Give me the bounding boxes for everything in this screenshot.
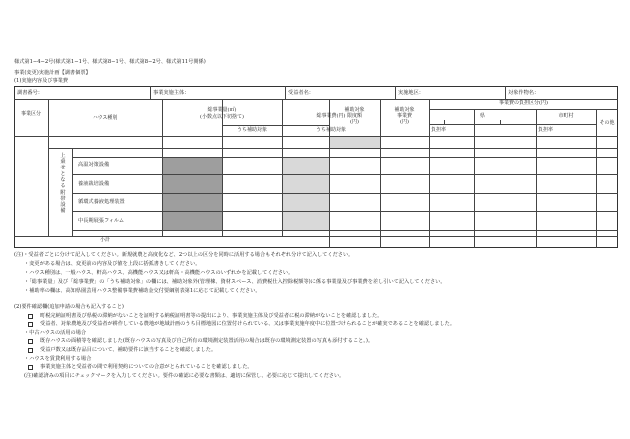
- header-limit-1: 補助対象: [344, 107, 365, 113]
- check-used-area-label: 既存ハウスの面積等を確認しました(既存ハウスの写真及び自己所有の環境測定装置活用の場合は既存の環境測定装置の写真も添付すること。)。: [40, 338, 374, 344]
- recipient-field[interactable]: 受益者名：: [288, 90, 314, 96]
- header-subsidy-expense-3: (円): [400, 119, 409, 125]
- note-2: ・変更がある場合は、変更前の内容及び値を上段に括弧書きしてください。: [24, 261, 201, 267]
- check-tax-label: 町税完納証明書及び県税の滞納がないことを証明する納税証明書等の提出により、事業実施主体及び受益者に税の滞納がないことを確認しました。: [40, 313, 383, 319]
- attached-equipment-label: 上乗せとなる附帯設備: [60, 153, 66, 214]
- note-check: (注)確認済みの項目にチェックマークを入力してください。要件の確認に必要な書類は、適切に保管し、必要に応じて提出してください。: [24, 373, 345, 379]
- crop-field[interactable]: 対象作物名：: [508, 90, 540, 96]
- header-city: 市町村: [558, 113, 574, 119]
- header-limit-3: (円): [350, 119, 359, 125]
- header-subsidy-expense-2: 事業費: [396, 113, 412, 119]
- header-limit-2: 限度額: [346, 113, 362, 119]
- header-pref-rate: 負担率: [431, 127, 447, 133]
- header-prefecture: 県: [479, 113, 485, 119]
- check-used-area-checkbox[interactable]: [28, 339, 33, 344]
- form-title: 事業(変更)実施計画【調書個票】: [14, 70, 91, 76]
- header-subsidy-expense-1: 補助対象: [394, 107, 415, 113]
- header-other: その他: [599, 120, 615, 126]
- section-2-heading: (2)要件確認欄(追加申請の場合も記入すること): [14, 304, 124, 310]
- check-used-requirement-label: 受益戸数又は既存品目について、補助要件に該当することを確認しました。: [40, 347, 217, 353]
- header-total-quantity-note: (小数点以下切捨て): [200, 114, 244, 120]
- check-tax-checkbox[interactable]: [28, 314, 33, 319]
- header-category: 事業区分: [20, 111, 41, 117]
- header-city-rate: 負担率: [538, 127, 554, 133]
- note-3: ・ハウス種別は、一般ハウス、軒高ハウス、高機能ハウス又は軒高・高機能ハウスのいずれかを記載してください。: [24, 270, 294, 276]
- equipment-circulation: 循環式養液処理装置: [78, 199, 125, 205]
- note-1: (注)・受益者ごとに分けて記入してください。新規就農と高度化など、2つ以上の区分を同時に活用する場合もそれぞれ分けて記入してください。: [14, 252, 354, 258]
- subtotal-label: 小計: [99, 237, 110, 243]
- check-lease-label: 事業実施主体と受益者の間で利用契約についての合意がとられていることを確認しました。: [40, 364, 253, 370]
- survey-number-field[interactable]: 調書番号：: [17, 90, 43, 96]
- note-5: ・補助率の欄は、高知県園芸用ハウス整備事業費補助金交付要綱別表第1に応じて記載してください。: [24, 288, 261, 294]
- check-used-requirement-checkbox[interactable]: [28, 348, 33, 353]
- section-1-heading: (1)実施内容及び事業費: [14, 78, 69, 84]
- equipment-nutrient: 養液栽培設備: [78, 181, 110, 187]
- note-4: ・「総事業量」及び「総事業費」の「うち補助対象」の欄には、補助対象外(管理棟、資材スペース、消費税仕入控除税額等)に係る事業量及び事業費を差し引いて記入してください。: [24, 279, 446, 285]
- lease-heading: ・ハウスを賃貸利用する場合: [24, 356, 92, 362]
- header-total-cost: 総事業費(円): [316, 113, 346, 119]
- check-farmland-checkbox[interactable]: [28, 322, 33, 327]
- header-subsidy-area: うち補助対象: [236, 127, 267, 133]
- equipment-film: 中長期展張フィルム: [78, 218, 125, 224]
- header-burden: 事業費の負担区分(円): [499, 100, 548, 106]
- used-house-heading: ・中古ハウスの活用の場合: [24, 330, 87, 336]
- check-farmland-label: 受益者、対象農地及び受益者が耕作している農地が地域計画のうち目標地図に位置付けられている、又は事業実施年度中に位置づけられることが確実であることを確認しました。: [40, 321, 456, 327]
- form-id: 様式第1−4−2号(様式第1−1号、様式第8−1号、様式第8−2号、様式第11号関係): [14, 59, 206, 65]
- equipment-high-temp: 高温対策設備: [78, 162, 110, 168]
- header-total-quantity: 総事業量(㎡): [207, 107, 237, 113]
- implementer-field[interactable]: 事業実施主体：: [153, 90, 190, 96]
- header-house-type: ハウス種別: [92, 115, 118, 121]
- header-subsidy-cost: うち補助対象: [315, 127, 346, 133]
- district-field[interactable]: 実施地区：: [398, 90, 424, 96]
- check-lease-checkbox[interactable]: [28, 365, 33, 370]
